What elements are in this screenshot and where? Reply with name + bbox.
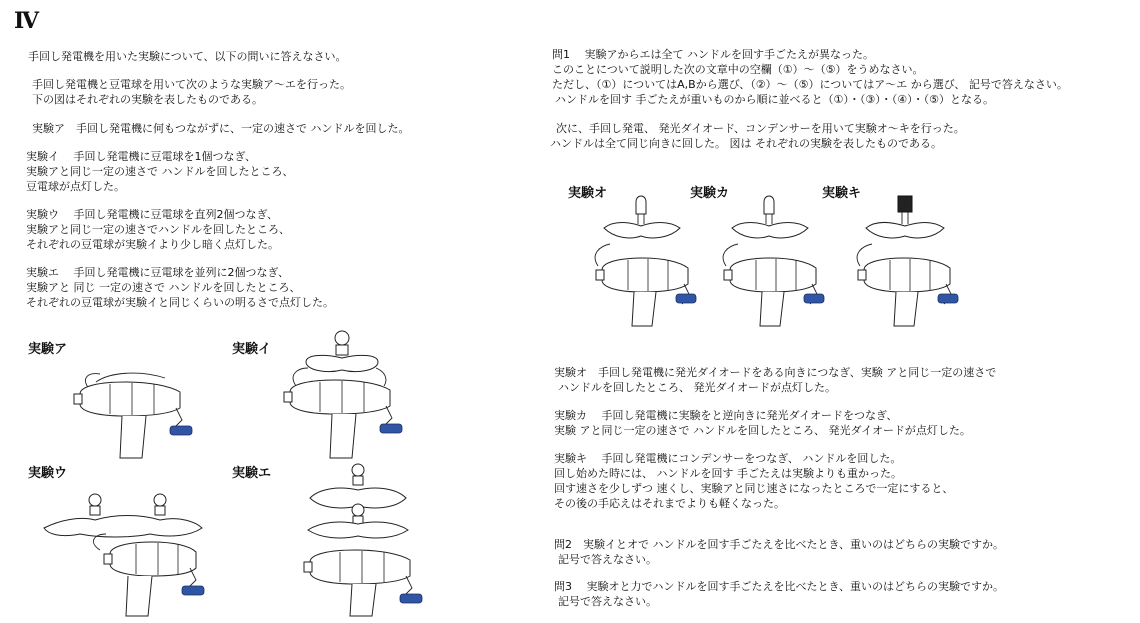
question-1-text-2: このことについて説明した次の文章中の空欄（①）～（⑤）をうめなさい。: [552, 63, 924, 76]
figure-label-a: 実験ア: [28, 342, 68, 357]
experiment-u-text-1: 実験ウ 手回し発電機に豆電球を直列2個つなぎ、: [26, 208, 279, 221]
next-experiments-text-1: 次に、手回し発電、 発光ダイオード、コンデンサーを用いて実験オ～キを行った。: [556, 122, 965, 135]
generator-figure-a: [70, 368, 200, 460]
intro-text: 手回し発電機を用いた実験について、以下の問いに答えなさい。: [28, 50, 347, 63]
question-2-text-1: 問2 実験イとオで ハンドルを回す手ごたえを比べたとき、重いのはどちらの実験ですか。: [554, 538, 1005, 551]
figure-label-e: 実験エ: [232, 466, 272, 481]
experiment-i-text-1: 実験イ 手回し発電機に豆電球を1個つなぎ、: [26, 150, 257, 163]
experiment-u-text-2: 実験アと同じ一定の速さでハンドルを回したところ、: [26, 223, 290, 236]
experiment-ki-text-2: 回し始めた時には、 ハンドルを回す 手ごたえは実験よりも重かった。: [554, 467, 902, 480]
question-1-text-1: 問1 実験アからエは全て ハンドルを回す手ごたえが異なった。: [552, 48, 874, 61]
experiment-ka-text-2: 実験 アと同じ一定の速さで ハンドルを回したところ、 発光ダイオードが点灯した。: [554, 424, 971, 437]
generator-figure-e: [300, 462, 430, 618]
generator-figure-i: [276, 328, 416, 460]
figure-label-ka: 実験カ: [690, 186, 730, 201]
question-2-text-2: 記号で答えなさい。: [558, 553, 657, 566]
experiment-i-text-3: 豆電球が点灯した。: [26, 180, 125, 193]
figure-label-ki: 実験キ: [822, 186, 862, 201]
experiment-e-text-1: 実験エ 手回し発電機に豆電球を並列に2個つなぎ、: [26, 266, 290, 279]
experiment-ki-text-1: 実験キ 手回し発電機にコンデンサーをつなぎ、 ハンドルを回した。: [554, 452, 902, 465]
generator-figure-ka: [718, 192, 828, 328]
experiment-ki-text-4: その後の手応えはそれまでよりも軽くなった。: [554, 497, 785, 510]
generator-figure-ki: [852, 192, 962, 328]
question-1-text-3: ただし、（①）についてはA,Bから選び、（②）～（⑤）についてはア～エ から選び、 記号で答えなさい。: [552, 78, 1068, 91]
generator-figure-u: [40, 490, 210, 618]
experiment-ka-text-1: 実験カ 手回し発電機に実験をと逆向きに発光ダイオードをつなぎ、: [554, 409, 898, 422]
experiment-e-text-2: 実験アと 同じ 一定の速さで ハンドルを回したところ、: [26, 281, 301, 294]
figure-label-i: 実験イ: [232, 342, 272, 357]
setup-text-2: 下の図はそれぞれの実験を表したものである。: [32, 93, 263, 106]
experiment-i-text-2: 実験アと同じ一定の速さで ハンドルを回したところ、: [26, 165, 294, 178]
setup-text-1: 手回し発電機と豆電球を用いて次のような実験ア～エを行った。: [32, 78, 351, 91]
figure-label-o: 実験オ: [568, 186, 608, 201]
generator-figure-o: [590, 192, 700, 328]
experiment-a-text: 実験ア 手回し発電機に何もつながずに、一定の速さで ハンドルを回した。: [32, 122, 410, 135]
experiment-u-text-3: それぞれの豆電球が実験イより少し暗く点灯した。: [26, 238, 279, 251]
experiment-o-text-1: 実験オ 手回し発電機に発光ダイオードをある向きにつなぎ、実験 アと同じ一定の速さで: [554, 366, 997, 379]
question-3-text-1: 問3 実験オと力でハンドルを回す手ごたえを比べたとき、重いのはどちらの実験ですか。: [554, 580, 1005, 593]
experiment-ki-text-3: 回す速さを少しずつ 速くし、実験アと同じ速さになったところで一定にすると、: [554, 482, 954, 495]
experiment-e-text-3: それぞれの豆電球が実験イと同じくらいの明るさで点灯した。: [26, 296, 334, 309]
question-1-text-4: ハンドルを回す 手ごたえが重いものから順に並べると（①）・（③）・（④）・（⑤）となる。: [555, 93, 994, 106]
figure-label-u: 実験ウ: [28, 466, 68, 481]
next-experiments-text-2: ハンドルは全て同じ向きに回した。 図は それぞれの実験を表したものである。: [550, 137, 942, 150]
experiment-o-text-2: ハンドルを回したところ、 発光ダイオードが点灯した。: [558, 381, 836, 394]
question-3-text-2: 記号で答えなさい。: [558, 595, 657, 608]
section-number: Ⅳ: [14, 8, 38, 34]
